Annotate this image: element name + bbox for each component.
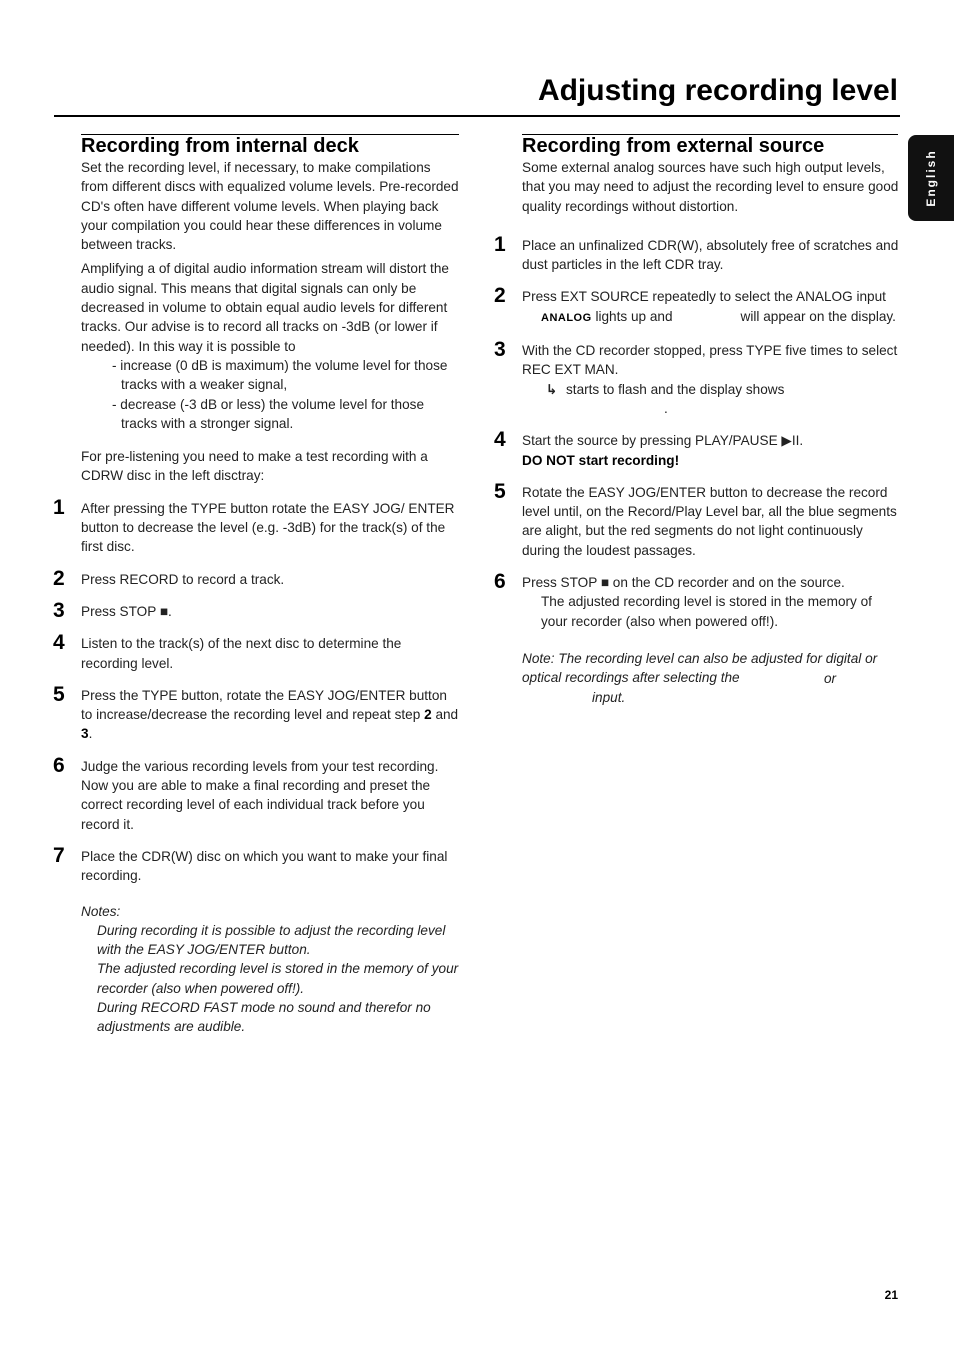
step-subtext: The adjusted recording level is stored in the memory of your recorder (also when powered off!). <box>541 594 872 629</box>
step-subtext <box>522 380 900 399</box>
step-text <box>81 686 459 744</box>
left-column <box>53 134 459 1037</box>
step-text-part: will appear on the display. <box>740 308 896 324</box>
note-text-part: or <box>824 670 837 686</box>
section-rule <box>522 134 898 135</box>
step-item <box>494 232 900 275</box>
step-number: 5 <box>53 682 65 706</box>
paragraph: For pre-listening you need to make a test recording with a CDRW disc in the left disctray: <box>81 449 428 484</box>
step-reference: 2 <box>424 707 432 723</box>
step-text-part: lights up and <box>595 308 673 324</box>
step-text: Judge the various recording levels from your test recording. Now you are able to make a final recording and preset the correct recording level of each individual track before you record it. <box>81 758 439 832</box>
step-number: 4 <box>53 631 65 655</box>
step-text: Place the CDR(W) disc on which you want to make your final recording. <box>81 848 448 884</box>
bullet-item: - increase (0 dB is maximum) the volume level for those tracks with a weaker signal, <box>112 357 448 393</box>
notes-title: Notes: <box>81 903 121 919</box>
step-subtext <box>522 307 900 328</box>
step-text-part: starts to flash and the display shows <box>566 381 785 397</box>
step-number: 1 <box>53 495 65 519</box>
step-item <box>53 495 459 557</box>
section-heading-internal: Recording from internal deck <box>81 135 359 157</box>
note-item: During recording it is possible to adjust the recording level with the EASY JOG/ENTER button. <box>97 922 446 958</box>
language-tab-label: English <box>924 149 938 207</box>
bullet-item: - decrease (-3 dB or less) the volume level for those tracks with a stronger signal. <box>112 396 425 431</box>
intro-paragraph: Some external analog sources have such high output levels, that you may need to adjust the recording level to ensure good quality recordings without distortion. <box>522 160 899 214</box>
step-item <box>53 631 459 673</box>
step-text: Listen to the track(s) of the next disc to determine the recording level. <box>81 636 402 671</box>
step-number: 5 <box>494 479 506 503</box>
step-text: Rotate the EASY JOG/ENTER button to decrease the record level until, on the Record/Play Level bar, all the blue segments are alight, but the red segments do not light continuously during the loudest passages. <box>522 484 897 558</box>
warning-text: DO NOT start recording! <box>522 452 680 468</box>
intro-paragraph: Set the recording level, if necessary, to make compilations from different discs with equalized volume levels. Pre-recorded CD's often have different volume levels. When playing back your compilation you could hear these differences in volume between tracks. <box>81 160 459 253</box>
step-text: With the CD recorder stopped, press TYPE five times to select REC EXT MAN. <box>522 343 898 378</box>
step-item <box>53 843 459 886</box>
note-item: During RECORD FAST mode no sound and therefor no adjustments are audible. <box>97 999 431 1035</box>
note-text-part: input. <box>592 689 626 705</box>
step-item <box>53 682 459 744</box>
step-text: Press STOP ■ on the CD recorder and on the source. <box>522 575 845 591</box>
step-text-part: . <box>664 400 668 416</box>
section-rule <box>81 134 459 135</box>
step-item <box>494 428 900 470</box>
step-text: After pressing the TYPE button rotate the EASY JOG/ ENTER button to decrease the level (e.g. -3dB) for the track(s) of the first disc. <box>81 500 455 555</box>
step-item <box>53 753 459 834</box>
display-readout: ANALOG <box>541 311 592 324</box>
step-item <box>53 598 459 622</box>
step-number: 3 <box>494 338 506 362</box>
step-number: 3 <box>53 598 65 622</box>
title-rule <box>54 115 900 117</box>
step-number: 6 <box>53 753 65 777</box>
note-text: Note: The recording level can also be adjusted for digital or optical recordings after selecting the <box>522 650 878 686</box>
step-number: 2 <box>494 284 506 308</box>
note-item: The adjusted recording level is stored in the memory of your recorder (also when powered off!). <box>97 961 459 996</box>
step-text: Place an unfinalized CDR(W), absolutely free of scratches and dust particles in the left CDR tray. <box>522 237 899 273</box>
note-block <box>522 649 900 707</box>
notes-block <box>81 902 459 1037</box>
step-item <box>494 570 900 631</box>
step-number: 7 <box>53 843 65 867</box>
arrow-icon: ↳ <box>546 381 558 397</box>
language-tab <box>908 135 954 221</box>
step-item <box>53 566 459 590</box>
step-text: Start the source by pressing PLAY/PAUSE ▶II. <box>522 433 804 449</box>
step-number: 6 <box>494 570 506 594</box>
right-column <box>494 134 900 707</box>
step-number: 1 <box>494 232 506 256</box>
step-text: Press STOP ■. <box>81 603 172 619</box>
step-number: 2 <box>53 566 65 590</box>
step-item <box>494 284 900 328</box>
section-heading-external: Recording from external source <box>522 135 825 157</box>
step-text-part: Press the TYPE button, rotate the EASY JOG/ENTER button to increase/decrease the recording level and repeat step <box>81 687 447 723</box>
step-text-part: and <box>435 707 459 723</box>
step-item <box>494 479 900 560</box>
step-item <box>494 338 900 418</box>
step-text-part: . <box>88 726 93 742</box>
page-title: Adjusting recording level <box>537 74 898 107</box>
step-text: Press RECORD to record a track. <box>81 571 285 587</box>
step-number: 4 <box>494 428 506 452</box>
step-reference: 3 <box>81 726 89 742</box>
page-number: 21 <box>884 1288 898 1302</box>
step-text: Press EXT SOURCE repeatedly to select the ANALOG input <box>522 289 886 305</box>
paragraph: Amplifying a of digital audio information stream will distort the audio signal. This means that digital signals can only be decreased in volume to obtain equal audio levels for different tracks. Our advise is to record all tracks on -3dB (or lower if needed). In this way it is possible to <box>81 261 449 354</box>
